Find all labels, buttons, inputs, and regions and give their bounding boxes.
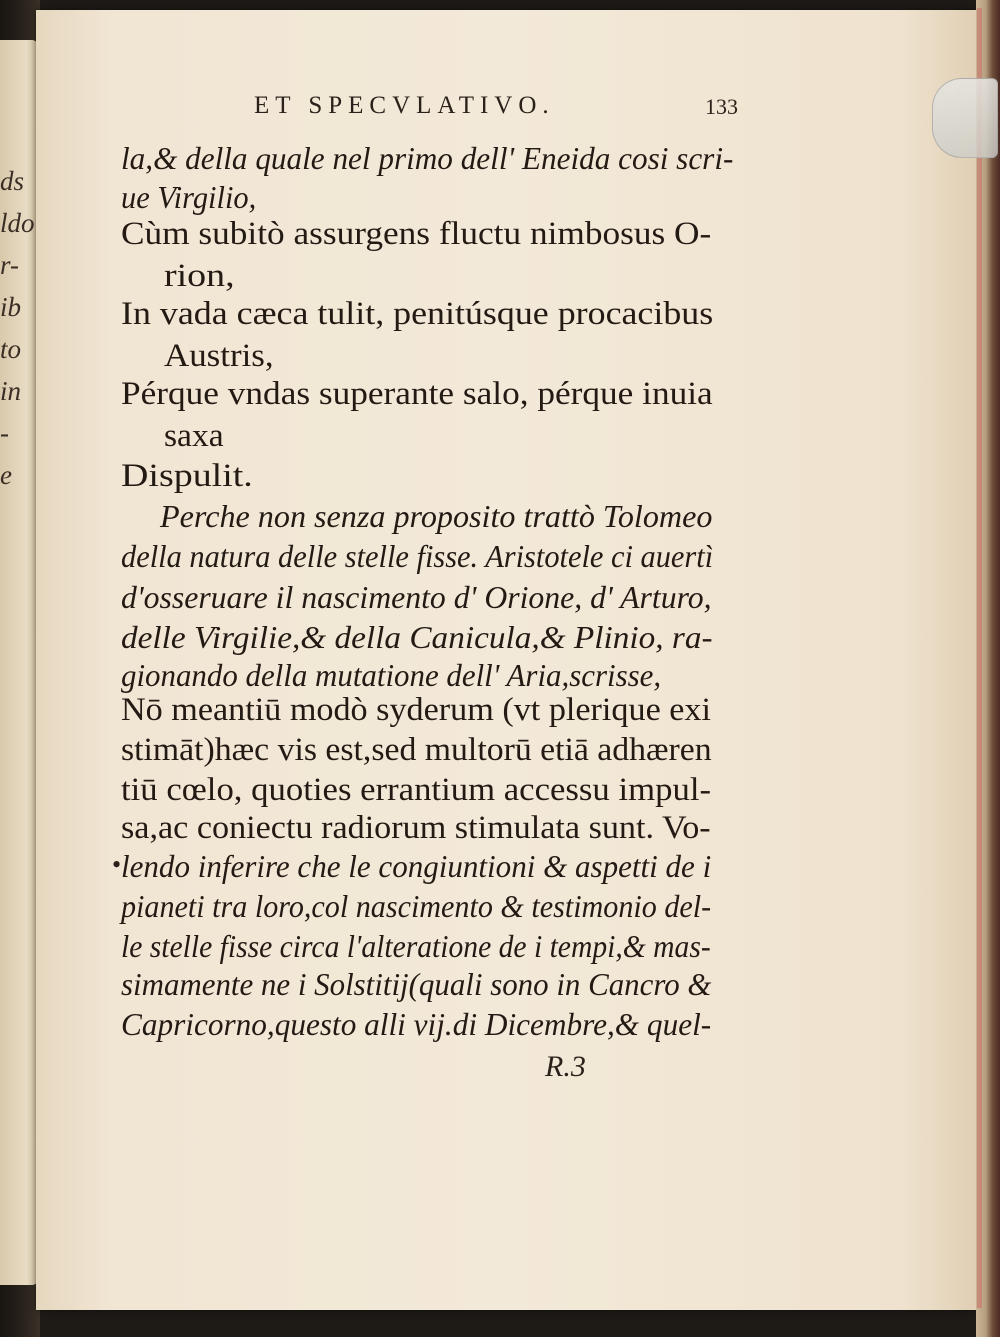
text-line: lendo inferire che le congiuntioni & aspetti de i <box>121 848 712 884</box>
text-line: della natura delle stelle fisse. Aristotele ci auertì <box>121 538 714 574</box>
text-line: gionando della mutatione dell' Aria,scrisse, <box>121 657 662 693</box>
facing-fragment: ib <box>0 292 22 322</box>
text-line: Cùm subitò assurgens fluctu nimbosus O- <box>121 216 712 252</box>
text-line: Perche non senza proposito trattò Tolomeo <box>160 498 713 534</box>
text-line: sa,ac coniectu radiorum stimulata sunt. Vo- <box>121 810 711 846</box>
text-line: delle Virgilie,& della Canicula,& Plinio, ra- <box>121 619 713 655</box>
text-line: le stelle fisse circa l'alteratione de i tempi,& mas- <box>121 928 711 964</box>
text-line: saxa <box>164 418 224 454</box>
facing-fragment: e <box>0 460 12 490</box>
text-line: stimāt)hæc vis est,sed multorū etiā adhæren <box>121 732 712 768</box>
facing-fragment: in <box>0 376 22 406</box>
text-line: Dispulit. <box>121 458 253 494</box>
text-line: ue Virgilio, <box>121 179 257 215</box>
folio-number: 133 <box>705 94 738 119</box>
text-line: rion, <box>164 258 235 294</box>
text-line: tiū cœlo, quoties errantium accessu impul- <box>121 772 712 808</box>
text-line: d'osseruare il nascimento d' Orione, d' Arturo, <box>121 579 712 615</box>
text-line: Austris, <box>164 338 274 374</box>
text-line: simamente ne i Solstitij(quali sono in Cancro & <box>121 966 712 1002</box>
facing-fragment: to <box>0 334 22 364</box>
facing-fragment: - <box>0 418 9 448</box>
signature-mark: R.3 <box>545 1050 586 1083</box>
text-line: la,& della quale nel primo dell' Eneida cosi scri- <box>121 140 734 176</box>
text-line: Pérque vndas superante salo, pérque inuia <box>121 376 713 412</box>
margin-mark: • <box>112 850 122 879</box>
facing-fragment: ds <box>0 166 25 196</box>
text-line: In vada cæca tulit, penitúsque procacibus <box>121 296 714 332</box>
text-line: Nō meantiū modò syderum (vt plerique exi <box>121 692 711 728</box>
text-line: Capricorno,questo alli vij.di Dicembre,& quel- <box>121 1006 712 1042</box>
facing-fragment: r- <box>0 250 19 280</box>
text-line: pianeti tra loro,col nascimento & testimonio del- <box>121 888 712 924</box>
running-head: ET SPECVLATIVO. <box>254 92 555 119</box>
facing-fragment: ldo <box>0 208 35 238</box>
